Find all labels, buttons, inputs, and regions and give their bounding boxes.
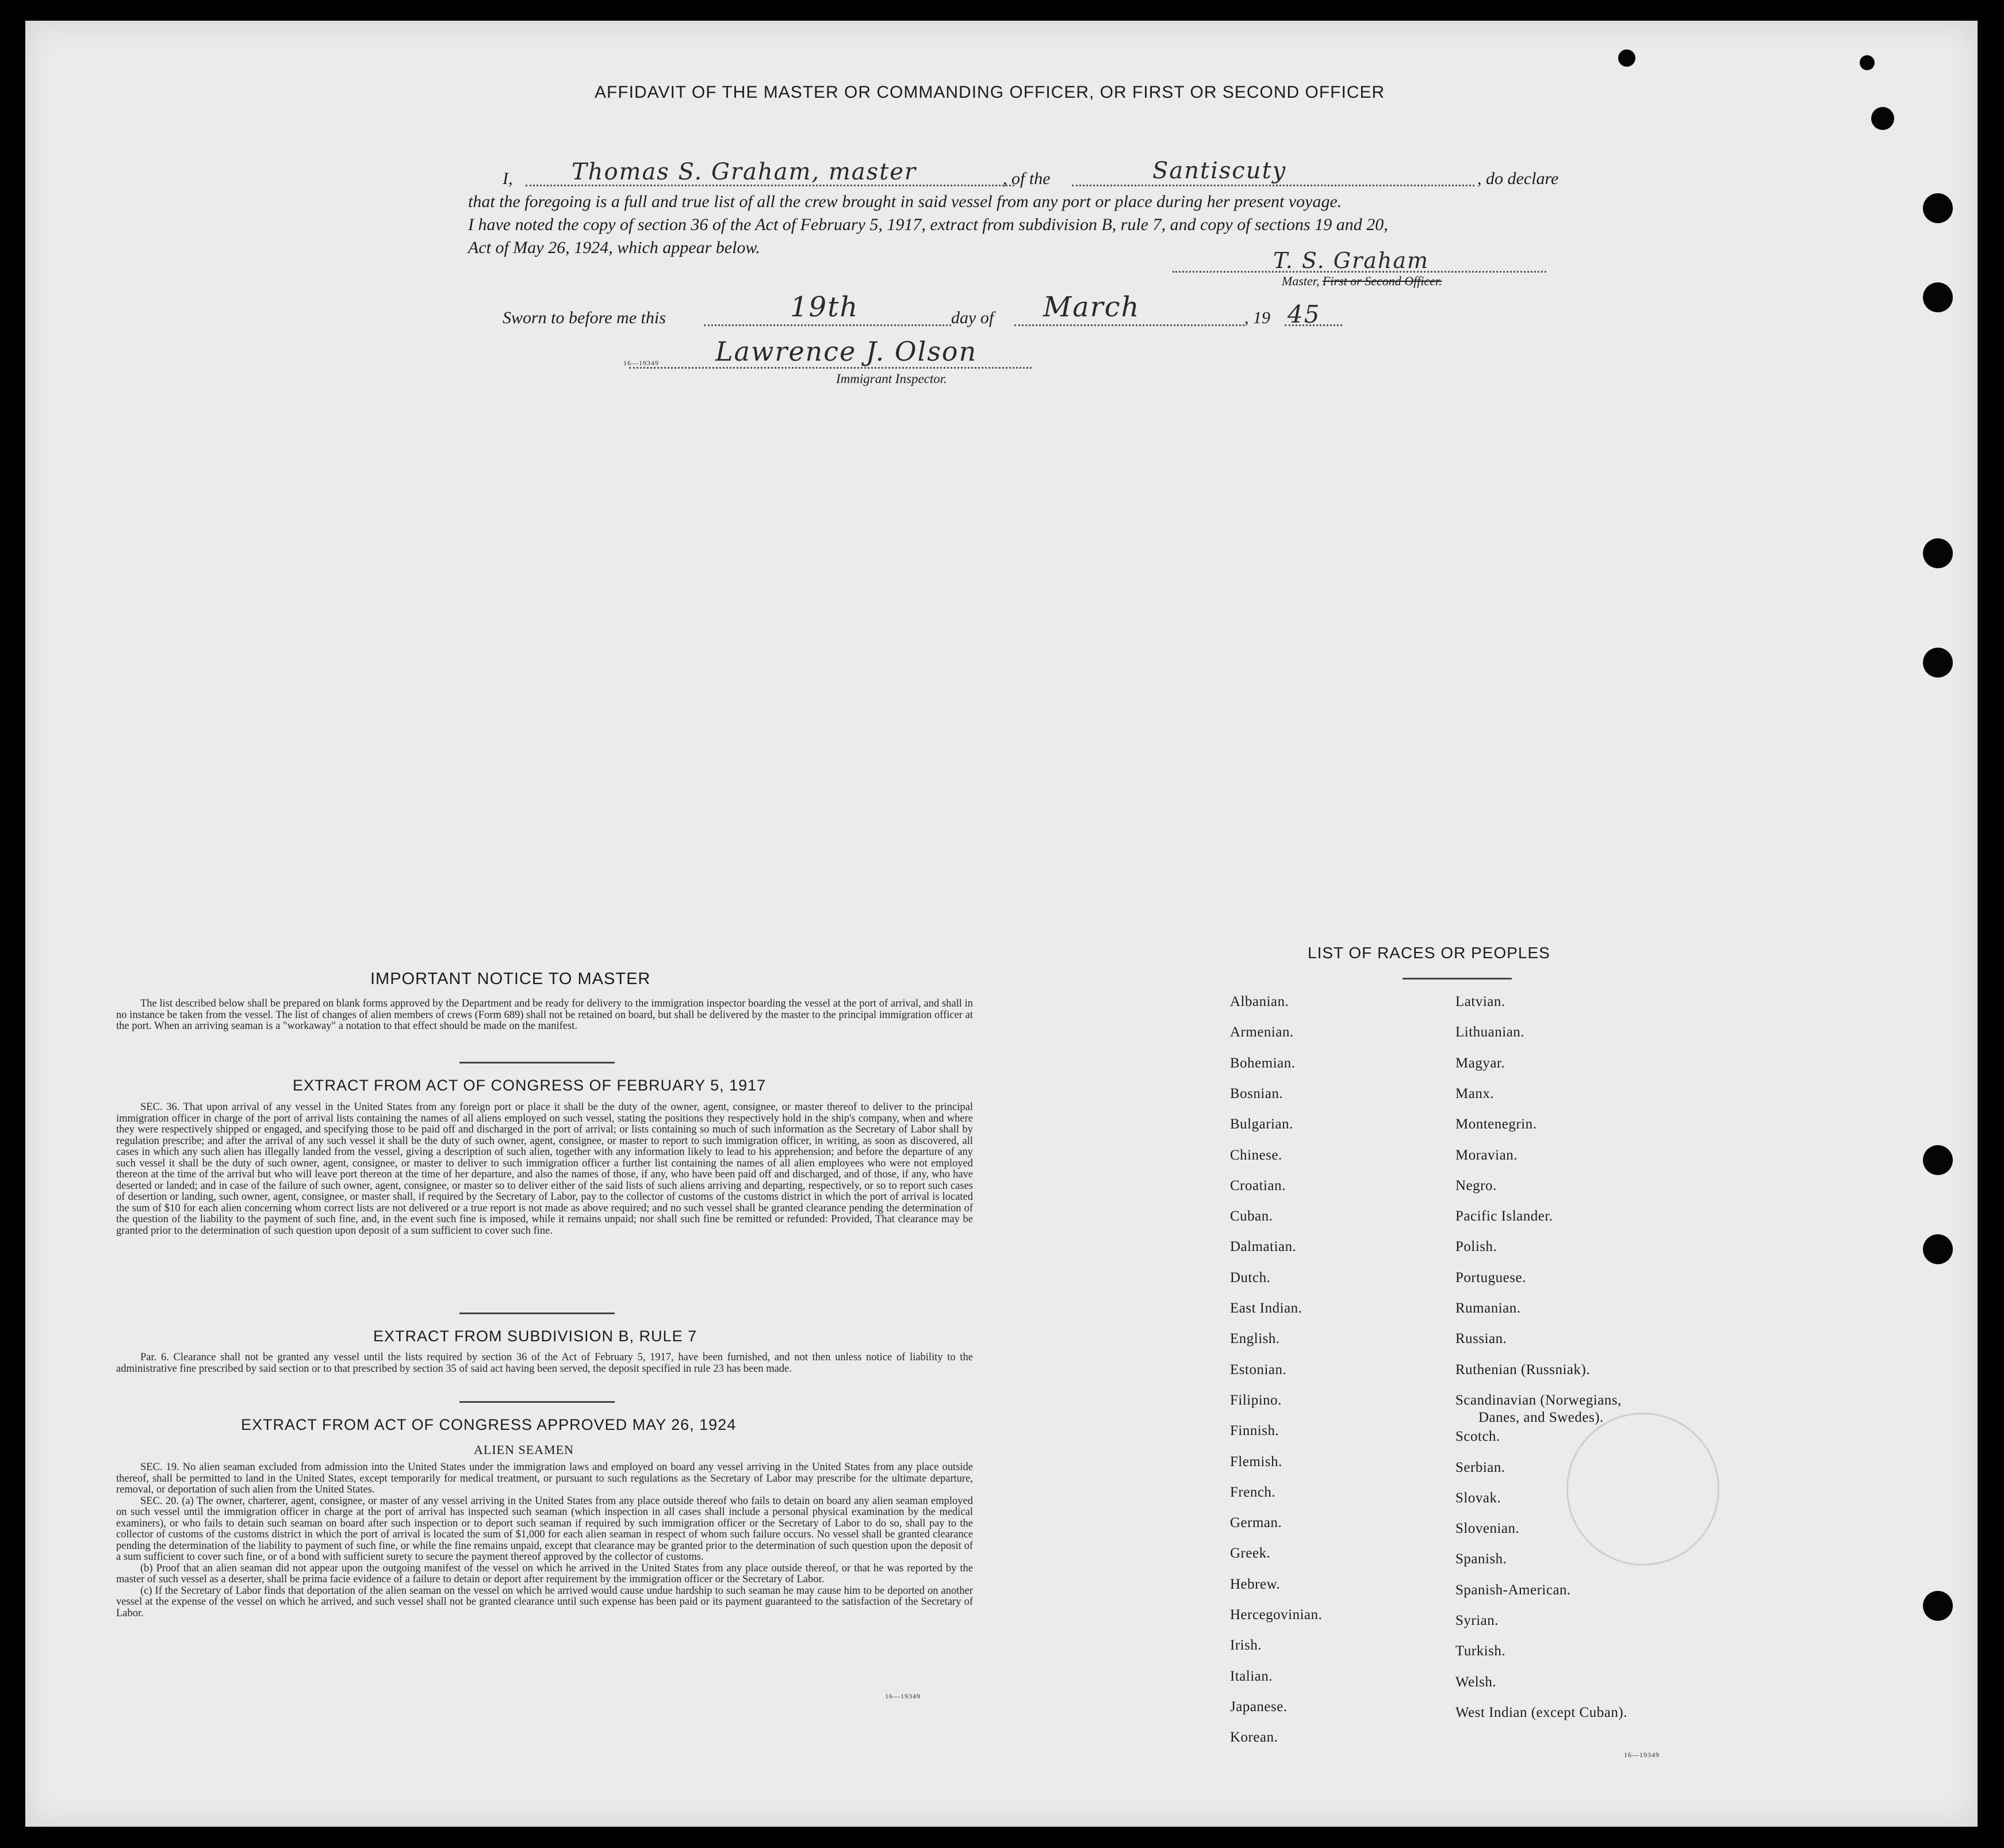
- race-item: Spanish.: [1455, 1551, 1507, 1567]
- races-form-number: 16—19349: [1624, 1751, 1660, 1759]
- sec19-paragraph: SEC. 19. No alien seaman excluded from admission into the United States under the immigration laws and employed on board any vessel arriving in the United States from any place outside thereof, shall be permitted to land in the United States, except temporarily for medical treatment, or pursuant to such regulations as the Secretary of Labor may prescribe for the ultimate departure, removal, or deportation of such alien from the United States.: [116, 1461, 973, 1495]
- master-name-handwritten: Thomas S. Graham, master: [572, 159, 917, 185]
- race-item: English.: [1230, 1331, 1280, 1347]
- alien-seamen-subtitle: ALIEN SEAMEN: [474, 1443, 574, 1457]
- race-item: Lithuanian.: [1455, 1024, 1525, 1040]
- divider: [1403, 978, 1512, 980]
- race-item: Danes, and Swedes).: [1478, 1409, 1604, 1425]
- race-item: Ruthenian (Russniak).: [1455, 1361, 1591, 1378]
- race-item: Serbian.: [1455, 1459, 1505, 1475]
- race-item: Welsh.: [1455, 1674, 1497, 1690]
- race-item: Dalmatian.: [1230, 1239, 1297, 1255]
- affidavit-line-3: I have noted the copy of section 36 of the Act of February 5, 1917, extract from subdivision B, rule 7, and copy of sections 19 and 20,: [468, 215, 1388, 234]
- race-item: Croatian.: [1230, 1177, 1286, 1193]
- document-page: [25, 21, 1978, 1827]
- race-item: Armenian.: [1230, 1024, 1294, 1040]
- punch-hole: [1923, 193, 1953, 223]
- race-item: Magyar.: [1455, 1055, 1505, 1071]
- rule7-paragraph: Par. 6. Clearance shall not be granted any vessel until the lists required by section 36 of the Act of February 5, 1917, have been furnished, and not then unless notice of liability to the administrative fine prescribed by said section or to that prescribed by section 35 of said act having been served, the deposit specified in rule 23 has been made.: [116, 1352, 973, 1375]
- divider: [459, 1062, 615, 1063]
- sworn-month-line: [1014, 324, 1244, 326]
- races-title: LIST OF RACES OR PEOPLES: [1308, 944, 1550, 962]
- race-item: Slovenian.: [1455, 1521, 1520, 1537]
- extract-1924-body: [116, 1462, 973, 1619]
- race-item: Korean.: [1230, 1730, 1278, 1746]
- notice-paragraph: The list described below shall be prepared on blank forms approved by the Department and be ready for delivery to the immigration inspector boarding the vessel at the port of arrival, and shall in no instance be taken from the vessel. The list of changes of alien members of crews (Form 689) shall not be retained on board, but shall be delivered by the master to the principal immigration officer at the port. When an arriving seaman is a "workaway" a notation to that effect should be made on the manifest.: [116, 998, 973, 1032]
- race-item: Bohemian.: [1230, 1055, 1296, 1071]
- punch-hole: [1923, 1591, 1953, 1621]
- extract-1917-title: EXTRACT FROM ACT OF CONGRESS OF FEBRUARY 5, 1917: [293, 1077, 767, 1094]
- race-item: Manx.: [1455, 1085, 1495, 1101]
- race-item: Greek.: [1230, 1545, 1271, 1562]
- inspector-signature: Lawrence J. Olson: [715, 336, 978, 367]
- race-item: Scandinavian (Norwegians,: [1455, 1392, 1622, 1408]
- race-item: French.: [1230, 1484, 1276, 1500]
- extract-1917-body: [116, 1102, 973, 1237]
- divider: [459, 1313, 615, 1314]
- master-signature: T. S. Graham: [1273, 248, 1430, 273]
- race-item: Polish.: [1455, 1239, 1497, 1255]
- rule7-title: EXTRACT FROM SUBDIVISION B, RULE 7: [373, 1327, 698, 1345]
- race-item: Pacific Islander.: [1455, 1208, 1553, 1225]
- sec20a-paragraph: SEC. 20. (a) The owner, charterer, agent, consignee, or master of any vessel arriving in the United States from any place outside thereof who fails to detain on board any alien seaman employed on such vessel until the immigration officer in charge at the port of arrival has inspected such seaman (which inspection in all cases shall include a personal physical examination by the medical examiners), or who fails to detain such seaman on board after such inspection or to deport such seaman if required by such immigration officer or the Secretary of Labor to do so, shall pay to the collector of customs of the customs district in which the port of arrival is located the sum of $1,000 for each alien seaman in respect of whom such failure occurs. No vessel shall be granted clearance pending the determination of the liability to payment of such fine, or while the fine remains unpaid, except that clearance may be granted prior to the determination of such question upon the deposit of a sum sufficient to cover such fine, or of a bond with sufficient surety to secure the payment thereof approved by the collector of customs.: [116, 1495, 973, 1563]
- race-item: Filipino.: [1230, 1392, 1282, 1408]
- ink-speck: [1860, 55, 1875, 70]
- race-item: Montenegrin.: [1455, 1116, 1537, 1132]
- punch-hole: [1923, 282, 1953, 312]
- race-item: Scotch.: [1455, 1429, 1500, 1445]
- sworn-day-handwritten: 19th: [790, 291, 859, 323]
- race-item: Syrian.: [1455, 1613, 1499, 1628]
- affidavit-title: AFFIDAVIT OF THE MASTER OR COMMANDING OFFICER, OR FIRST OR SECOND OFFICER: [595, 83, 1385, 102]
- race-item: Albanian.: [1230, 994, 1289, 1009]
- of-the-label: , of the: [1003, 169, 1051, 188]
- vessel-name-line: [1072, 185, 1474, 186]
- notice-title: IMPORTANT NOTICE TO MASTER: [370, 970, 651, 988]
- notice-body: [116, 998, 973, 1032]
- extract-1924-title: EXTRACT FROM ACT OF CONGRESS APPROVED MAY 26, 1924: [241, 1416, 737, 1433]
- master-caption-struck: First or Second Officer.: [1322, 274, 1442, 288]
- punch-hole: [1923, 538, 1953, 568]
- race-item: Russian.: [1455, 1331, 1507, 1347]
- race-item: Latvian.: [1455, 994, 1505, 1009]
- sworn-day-line: [704, 324, 951, 326]
- rule7-body: [116, 1352, 973, 1375]
- faint-stamp: [1566, 1413, 1719, 1566]
- race-item: German.: [1230, 1515, 1282, 1531]
- sworn-month-handwritten: March: [1043, 291, 1140, 323]
- affidavit-form-number: 16—19349: [623, 359, 659, 367]
- do-declare-label: , do declare: [1477, 169, 1559, 188]
- race-item: Finnish.: [1230, 1423, 1279, 1439]
- race-item: Italian.: [1230, 1668, 1273, 1684]
- race-item: West Indian (except Cuban).: [1455, 1704, 1627, 1720]
- race-item: Turkish.: [1455, 1643, 1506, 1659]
- race-item: Bosnian.: [1230, 1085, 1283, 1101]
- extract-form-number: 16—19349: [885, 1692, 921, 1700]
- affidavit-line-4: Act of May 26, 1924, which appear below.: [468, 238, 760, 257]
- race-item: Hercegovinian.: [1230, 1607, 1323, 1623]
- punch-hole: [1923, 648, 1953, 678]
- race-item: Bulgarian.: [1230, 1116, 1293, 1132]
- race-item: Rumanian.: [1455, 1300, 1521, 1316]
- race-item: Cuban.: [1230, 1208, 1273, 1225]
- race-item: Slovak.: [1455, 1490, 1501, 1506]
- inspector-caption: Immigrant Inspector.: [836, 372, 947, 386]
- inspector-signature-line: [629, 367, 1032, 369]
- ink-speck: [1871, 107, 1894, 130]
- affidavit-i-label: I,: [503, 169, 513, 188]
- punch-hole: [1923, 1145, 1953, 1175]
- divider: [459, 1401, 615, 1403]
- race-item: East Indian.: [1230, 1300, 1302, 1316]
- punch-hole: [1923, 1234, 1953, 1264]
- race-item: Negro.: [1455, 1177, 1497, 1193]
- sec20c-paragraph: (c) If the Secretary of Labor finds that deportation of the alien seaman on the vessel on which he arrived would cause undue hardship to such seaman he may cause him to be deported on another vessel at the expense of the vessel on which he arrived, and such vessel shall not be granted clearance until such expense has been paid or its payment guaranteed to the satisfaction of the Secretary of Labor.: [116, 1585, 973, 1619]
- master-caption: [1282, 274, 1442, 289]
- affidavit-line-2: that the foregoing is a full and true list of all the crew brought in said vessel from any port or place during her present voyage.: [468, 192, 1342, 211]
- race-item: Estonian.: [1230, 1361, 1287, 1378]
- year-prefix: , 19: [1244, 308, 1270, 327]
- race-item: Flemish.: [1230, 1453, 1282, 1470]
- sec20b-paragraph: (b) Proof that an alien seaman did not appear upon the outgoing manifest of the vessel on which he arrived in the United States from any place outside thereof, or that he was reported by the master of such vessel as a deserter, shall be prima facie evidence of a failure to detain or deport after requirement by the immigration officer or the Secretary of Labor.: [116, 1562, 973, 1585]
- race-item: Spanish-American.: [1455, 1582, 1571, 1598]
- race-item: Moravian.: [1455, 1147, 1518, 1163]
- race-item: Irish.: [1230, 1637, 1262, 1654]
- vessel-name-handwritten: Santiscuty: [1152, 158, 1287, 184]
- master-caption-prefix: Master,: [1282, 274, 1320, 288]
- race-item: Portuguese.: [1455, 1269, 1526, 1285]
- ink-speck: [1618, 49, 1635, 67]
- race-item: Japanese.: [1230, 1698, 1288, 1715]
- sworn-label: Sworn to before me this: [503, 308, 666, 327]
- day-of-label: day of: [951, 308, 994, 327]
- extract-1917-paragraph: SEC. 36. That upon arrival of any vessel in the United States from any foreign port or place it shall be the duty of the owner, agent, consignee, or master thereof to deliver to the principal immigration officer in charge of the port of arrival lists containing the names of all aliens employed on such vessel, stating the positions they respectively hold in the ship's company, when and where they were respectively shipped or engaged, and specifying those to be paid off and discharged in the port of arrival; or lists containing so much of such information as the Secretary of Labor shall by regulation prescribe; and after the arrival of any such vessel it shall be the duty of such owner, agent, consignee, or master to report to such immigration officer, in writing, as soon as discovered, all cases in which any such alien has illegally landed from the vessel, giving a description of such alien, together with any information likely to lead to his apprehension; and before the departure of any such vessel it shall be the duty of such owner, agent, consignee, or master to deliver to such immigration officer a further list containing the names of all alien employees who were not employed thereon at the time of the arrival but who will leave port thereon at the time of her departure, and also the names of those, if any, who have been paid off and discharged, and of those, if any, who have deserted or landed; and in case of the failure of such owner, agent, consignee, or master so to deliver either of the said lists of such aliens arriving and departing, respectively, or so to report such cases of desertion or landing, such owner, agent, consignee, or master shall, if required by the Secretary of Labor, pay to the collector of customs of the customs district in which the port of arrival is located the sum of $10 for each alien concerning whom correct lists are not delivered or a true report is not made as above required; and no such vessel shall be granted clearance pending the determination of the question of the liability to the payment of such fine, and, in the event such fine is imposed, while it remains unpaid; nor shall such fine be remitted or refunded: Provided, That clearance may be granted prior to the determination of such question upon deposit of a sum sufficient to cover such fine.: [116, 1101, 973, 1237]
- race-item: Dutch.: [1230, 1269, 1271, 1285]
- year-suffix-handwritten: 45: [1288, 300, 1321, 328]
- race-item: Hebrew.: [1230, 1576, 1281, 1592]
- race-item: Chinese.: [1230, 1147, 1282, 1163]
